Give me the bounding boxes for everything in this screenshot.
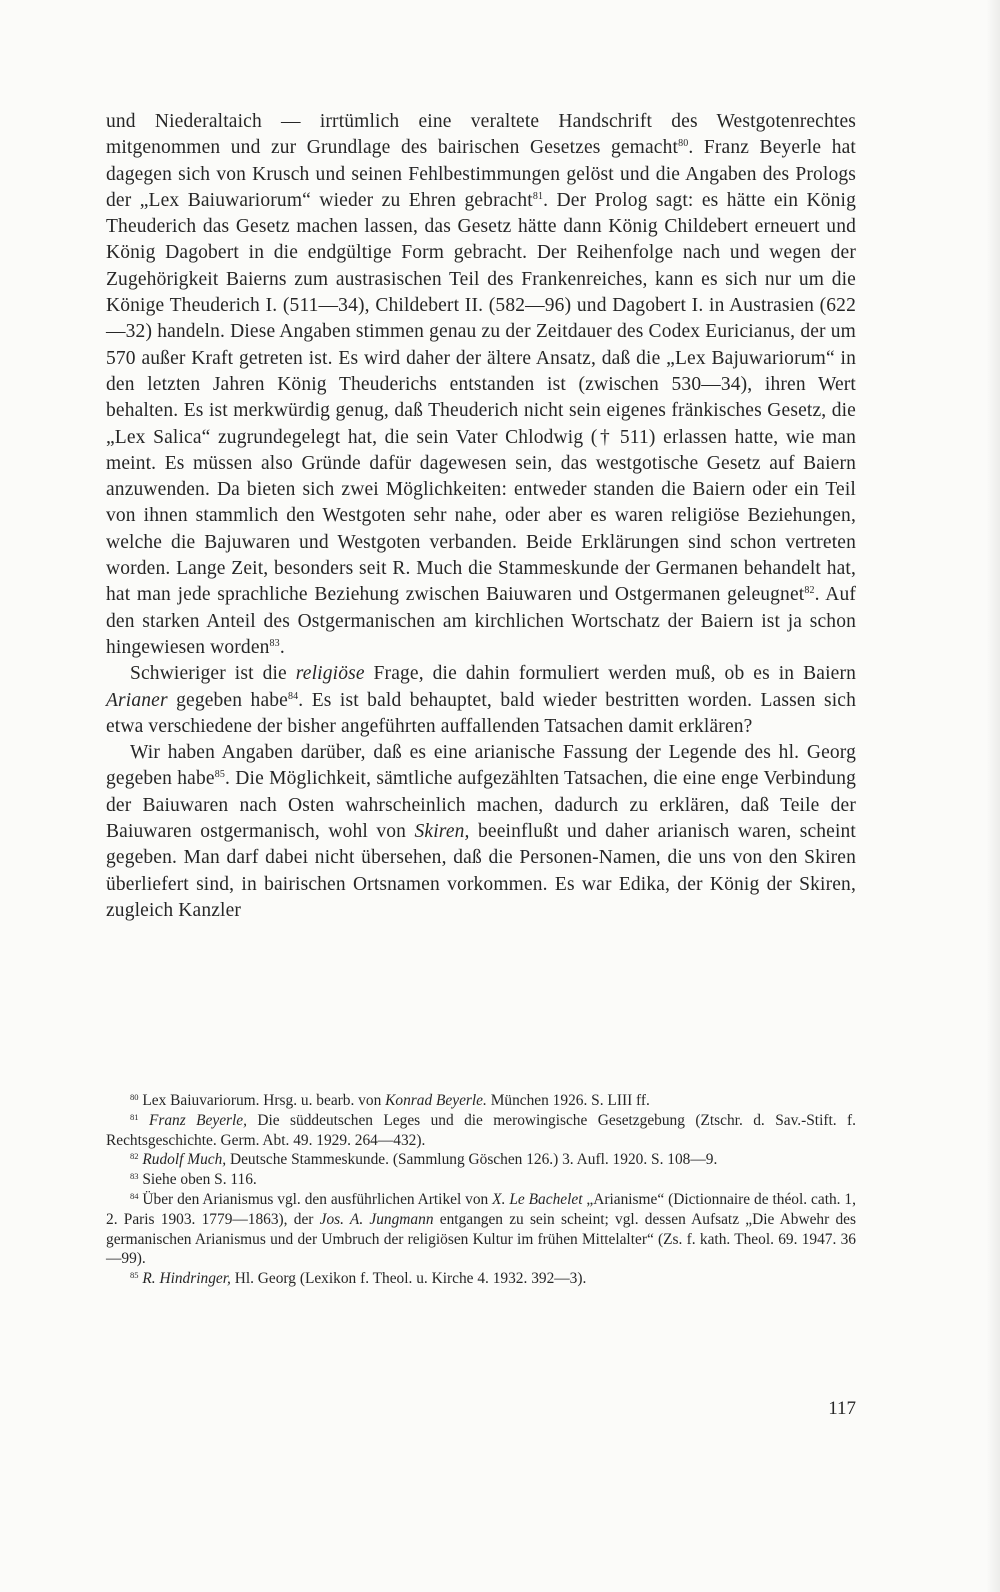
footnote-ref: 84	[287, 690, 299, 702]
text-run: . Die Möglichkeit, sämtliche aufgezählten Tatsachen, die eine enge Verbindung der Baiuwaren nach Osten wahrscheinlich machen, dadurch zu erklären, daß Teile der Baiuwaren ostgermanisch, wohl von	[106, 768, 856, 843]
text-run: München 1926. S. LIII ff.	[486, 1092, 650, 1109]
footnote-ref: 84	[130, 1190, 139, 1201]
italic-text: R. Hindringer,	[142, 1270, 231, 1288]
body-paragraph	[106, 740, 856, 924]
text-run: Wir haben Angaben darüber, daß es eine arianische Fassung der Legende des hl. Georg gegeben habe	[106, 742, 856, 790]
body-text	[106, 109, 856, 924]
text-run: und Niederaltaich — irrtümlich eine veraltete Handschrift des Westgotenrechtes mitgenommen und zur Grundlage des bairischen Gesetzes gemacht	[106, 111, 856, 159]
footnote-ref: 80	[130, 1092, 139, 1102]
text-run: Siehe oben S. 116.	[138, 1171, 257, 1189]
body-paragraph	[106, 109, 856, 661]
footnote-ref: 81	[532, 190, 544, 202]
footnote-ref: 85	[214, 769, 225, 781]
text-run: .	[279, 636, 285, 658]
footnote-ref: 81	[130, 1111, 139, 1122]
footnotes	[106, 1091, 856, 1289]
footnote-ref: 85	[130, 1270, 139, 1281]
footnote	[106, 1269, 856, 1289]
page-edge-shadow	[986, 0, 1000, 1592]
italic-text: X. Le Bachelet	[492, 1190, 583, 1208]
text-run: . Auf den starken Anteil des Ostgermanischen am kirchlichen Wortschatz der Baiern ist ja schon hingewiesen worden	[106, 584, 857, 658]
italic-text: Skiren,	[414, 821, 470, 843]
text-run: . Es ist bald behauptet, bald wieder bestritten worden. Lassen sich etwa verschiedene der bisher angeführten auffallenden Tatsachen damit erklären?	[106, 689, 856, 737]
text-run: „Arianisme“ (Dictionnaire de théol. cath. 1, 2. Paris 1903. 1779—1863), der	[106, 1190, 856, 1228]
italic-text: Franz Beyerle,	[148, 1111, 247, 1129]
text-run: . Der Prolog sagt: es hätte ein König Theuderich das Gesetz machen lassen, das Gesetz hätte dann König Childebert erneuert und König Dagobert in die endgültige Form gebracht. Der Reihenfolge nach und wegen der Zugehörigkeit Baierns zum austrasischen Teil des Frankenreiches, kann es sich nur um die Könige Theuderich I. (511—34), Childebert II. (582—96) und Dagobert I. in Austrasien (622—32) handeln. Diese Angaben stimmen genau zu der Zeitdauer des Codex Euricianus, der um 570 außer Kraft getreten ist. Es wird daher der ältere Ansatz, daß die „Lex Bajuwariorum“ in den letzten Jahren König Theuderichs entstanden ist (zwischen 530—34), ihren Wert behalten. Es ist merkwürdig genug, daß Theuderich nicht sein eigenes fränkisches Gesetz, die „Lex Salica“ zugrundegelegt hat, die sein Vater Chlodwig († 511) erlassen hatte, wie man meint. Es müssen also Gründe dafür dagewesen sein, das westgotische Gesetz auf Baiern anzuwenden. Da bieten sich zwei Möglichkeiten: entweder standen die Baiern oder ein Teil von ihnen stammlich den Westgoten sehr nahe, oder aber es waren religiöse Beziehungen, welche die Bajuwaren und Westgoten verbanden. Beide Erklärungen sind schon vertreten worden. Lange Zeit, besonders seit R. Much die Stammeskunde der Germanen behandelt hat, hat man jede sprachliche Beziehung zwischen Baiuwaren und Ostgermanen geleugnet	[106, 189, 857, 606]
text-run: Über den Arianismus vgl. den ausführlichen Artikel von	[138, 1190, 493, 1208]
italic-text: Rudolf Much,	[142, 1151, 227, 1169]
text-run: Schwieriger ist die	[130, 663, 296, 685]
text-run: Frage, die dahin formuliert werden muß, ob es in Baiern	[364, 663, 856, 685]
text-run: . Franz Beyerle hat dagegen sich von Krusch und seinen Fehlbestimmungen gelöst und die Angaben des Prologs der „Lex Baiuwariorum“ wieder zu Ehren gebracht	[106, 137, 856, 211]
footnote-ref: 80	[678, 138, 689, 150]
footnote	[106, 1091, 856, 1111]
text-run: gegeben habe	[167, 689, 288, 711]
page-number: 117	[828, 1398, 856, 1419]
footnote-ref: 83	[130, 1171, 139, 1182]
italic-text: Arianer	[106, 689, 168, 711]
text-run: entgangen zu sein scheint; vgl. dessen Aufsatz „Die Abwehr des germanischen Arianismus und der Umbruch der religiösen Kultur im frühen Mittelalter“ (Zs. f. kath. Theol. 69. 1947. 36—99).	[106, 1210, 856, 1268]
text-run: Lex Baiuvariorum. Hrsg. u. bearb. von	[138, 1092, 386, 1109]
text-run: Die süddeutschen Leges und die merowingische Gesetzgebung (Ztschr. d. Sav.-Stift. f. Rechtsgeschichte. Germ. Abt. 49. 1929. 264—432).	[106, 1111, 857, 1149]
text-run: beeinflußt und daher arianisch waren, scheint gegeben. Man darf dabei nicht übersehen, daß die Personen-Namen, die uns von den Skiren überliefert sind, in bairischen Ortsnamen vorkommen. Es war Edika, der König der Skiren, zugleich Kanzler	[106, 821, 856, 921]
text-run: Hl. Georg (Lexikon f. Theol. u. Kirche 4. 1932. 392—3).	[230, 1270, 587, 1288]
footnote	[106, 1190, 856, 1269]
italic-text: Konrad Beyerle.	[385, 1092, 487, 1109]
italic-text: Jos. A. Jungmann	[319, 1210, 434, 1228]
footnote-ref: 82	[804, 585, 815, 597]
body-paragraph	[106, 661, 856, 740]
footnote	[106, 1150, 856, 1170]
text-run	[139, 1112, 149, 1129]
text-run: Deutsche Stammeskunde. (Sammlung Göschen 126.) 3. Aufl. 1920. S. 108—9.	[226, 1151, 718, 1169]
footnote	[106, 1170, 856, 1190]
footnote-ref: 82	[130, 1151, 139, 1162]
footnote-ref: 83	[269, 637, 280, 649]
italic-text: religiöse	[295, 663, 365, 685]
footnote	[106, 1111, 856, 1151]
